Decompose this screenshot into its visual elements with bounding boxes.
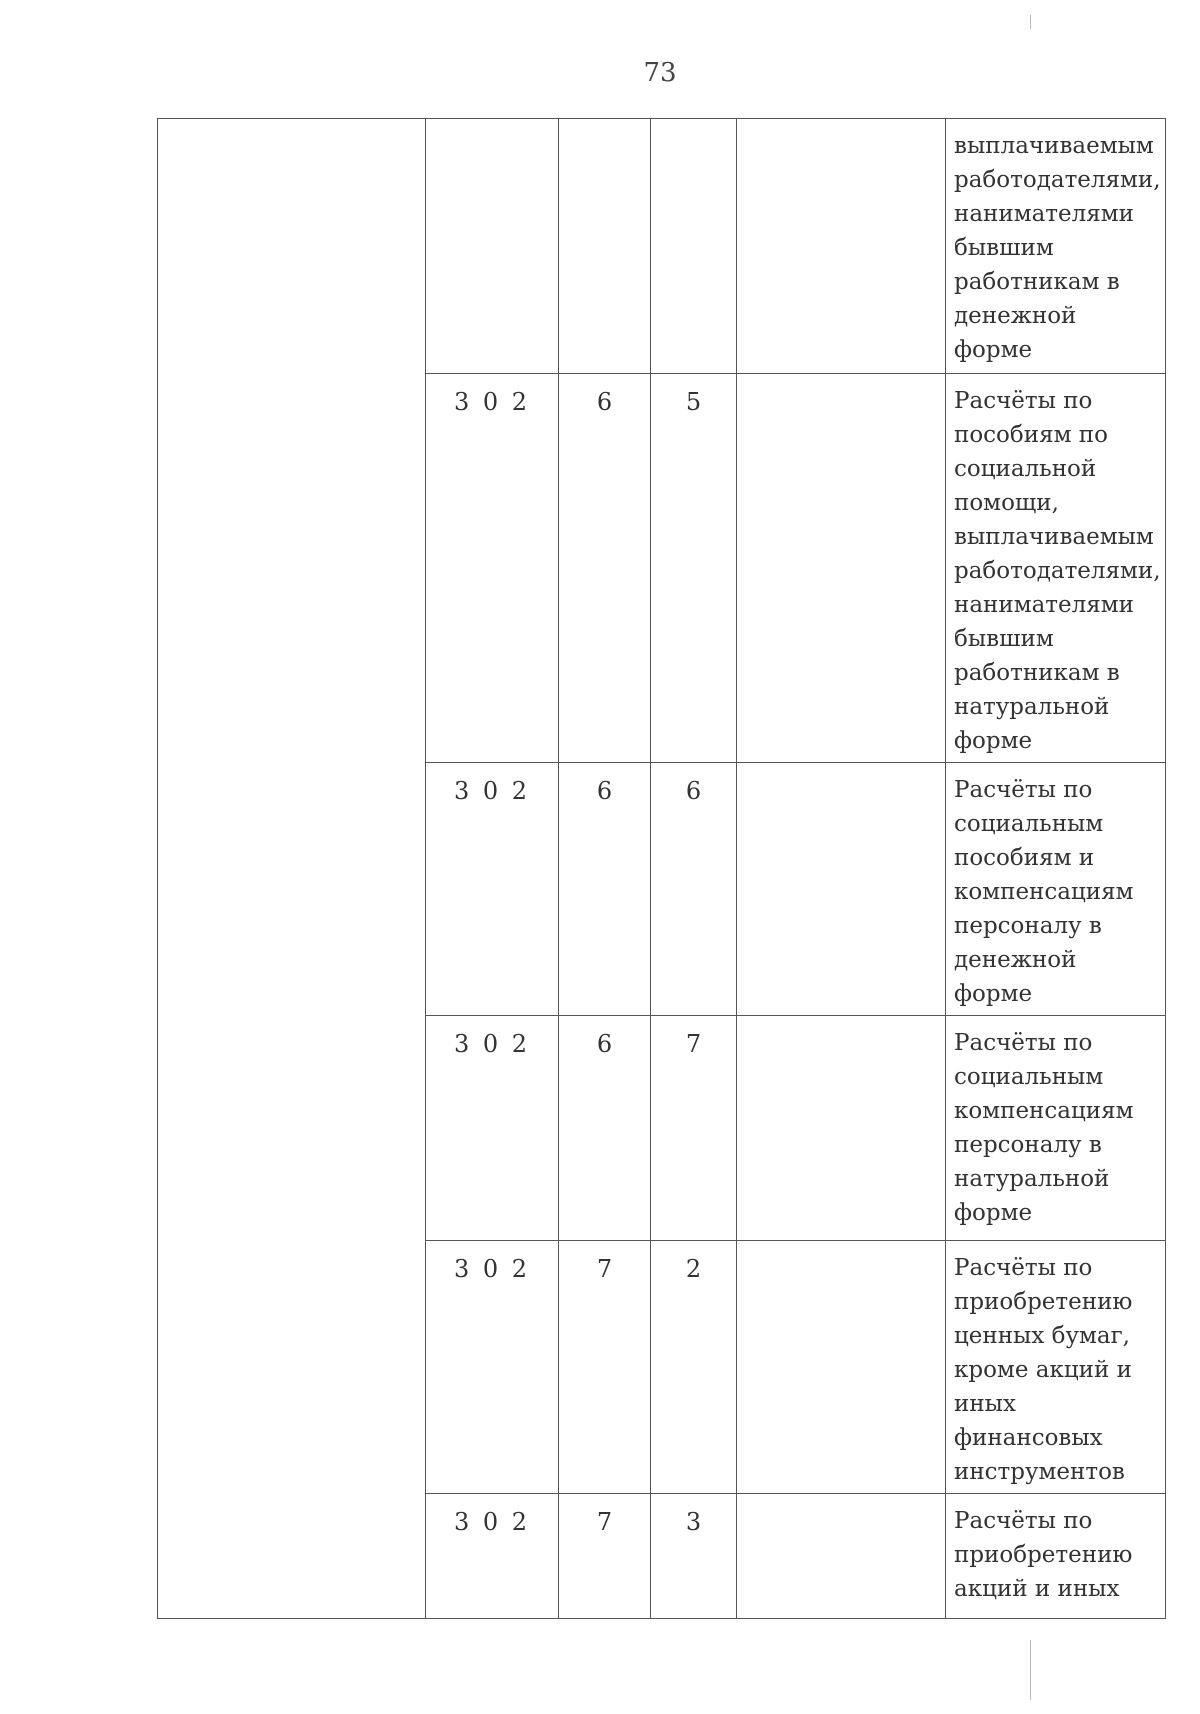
subgroup-cell: 3 xyxy=(651,1494,737,1619)
subgroup-cell: 6 xyxy=(651,763,737,1016)
subgroup-cell xyxy=(651,119,737,374)
description-cell: Расчёты по приобретению акций и иных xyxy=(946,1494,1166,1619)
accounts-table xyxy=(157,118,1166,1619)
subgroup-cell: 5 xyxy=(651,374,737,763)
description-cell: Расчёты по социальным пособиям и компенсациям персоналу в денежной форме xyxy=(946,763,1166,1016)
group-cell: 7 xyxy=(559,1241,651,1494)
empty-cell xyxy=(737,1494,946,1619)
description-cell: Расчёты по социальным компенсациям персоналу в натуральной форме xyxy=(946,1016,1166,1241)
group-cell: 6 xyxy=(559,763,651,1016)
empty-cell xyxy=(737,119,946,374)
table-row xyxy=(158,119,1166,374)
group-cell: 6 xyxy=(559,374,651,763)
group-cell: 6 xyxy=(559,1016,651,1241)
scan-mark xyxy=(1030,1640,1031,1700)
group-cell: 7 xyxy=(559,1494,651,1619)
account-code-cell: 3 0 2 xyxy=(426,1494,559,1619)
account-code-cell xyxy=(426,119,559,374)
empty-cell xyxy=(737,374,946,763)
subgroup-cell: 7 xyxy=(651,1016,737,1241)
empty-cell xyxy=(737,1241,946,1494)
account-code-cell: 3 0 2 xyxy=(426,374,559,763)
description-cell: выплачиваемым работодателями, нанимателями бывшим работникам в денежной форме xyxy=(946,119,1166,374)
account-code-cell: 3 0 2 xyxy=(426,1016,559,1241)
page-number: 73 xyxy=(643,58,677,88)
scan-mark xyxy=(1030,15,1031,29)
empty-cell xyxy=(737,763,946,1016)
group-cell xyxy=(559,119,651,374)
subgroup-cell: 2 xyxy=(651,1241,737,1494)
description-cell: Расчёты по приобретению ценных бумаг, кроме акций и иных финансовых инструментов xyxy=(946,1241,1166,1494)
account-code-cell: 3 0 2 xyxy=(426,1241,559,1494)
description-cell: Расчёты по пособиям по социальной помощи, выплачиваемым работодателями, нанимателями бывшим работникам в натуральной форме xyxy=(946,374,1166,763)
empty-cell xyxy=(737,1016,946,1241)
merged-left-cell xyxy=(158,119,426,1619)
account-code-cell: 3 0 2 xyxy=(426,763,559,1016)
